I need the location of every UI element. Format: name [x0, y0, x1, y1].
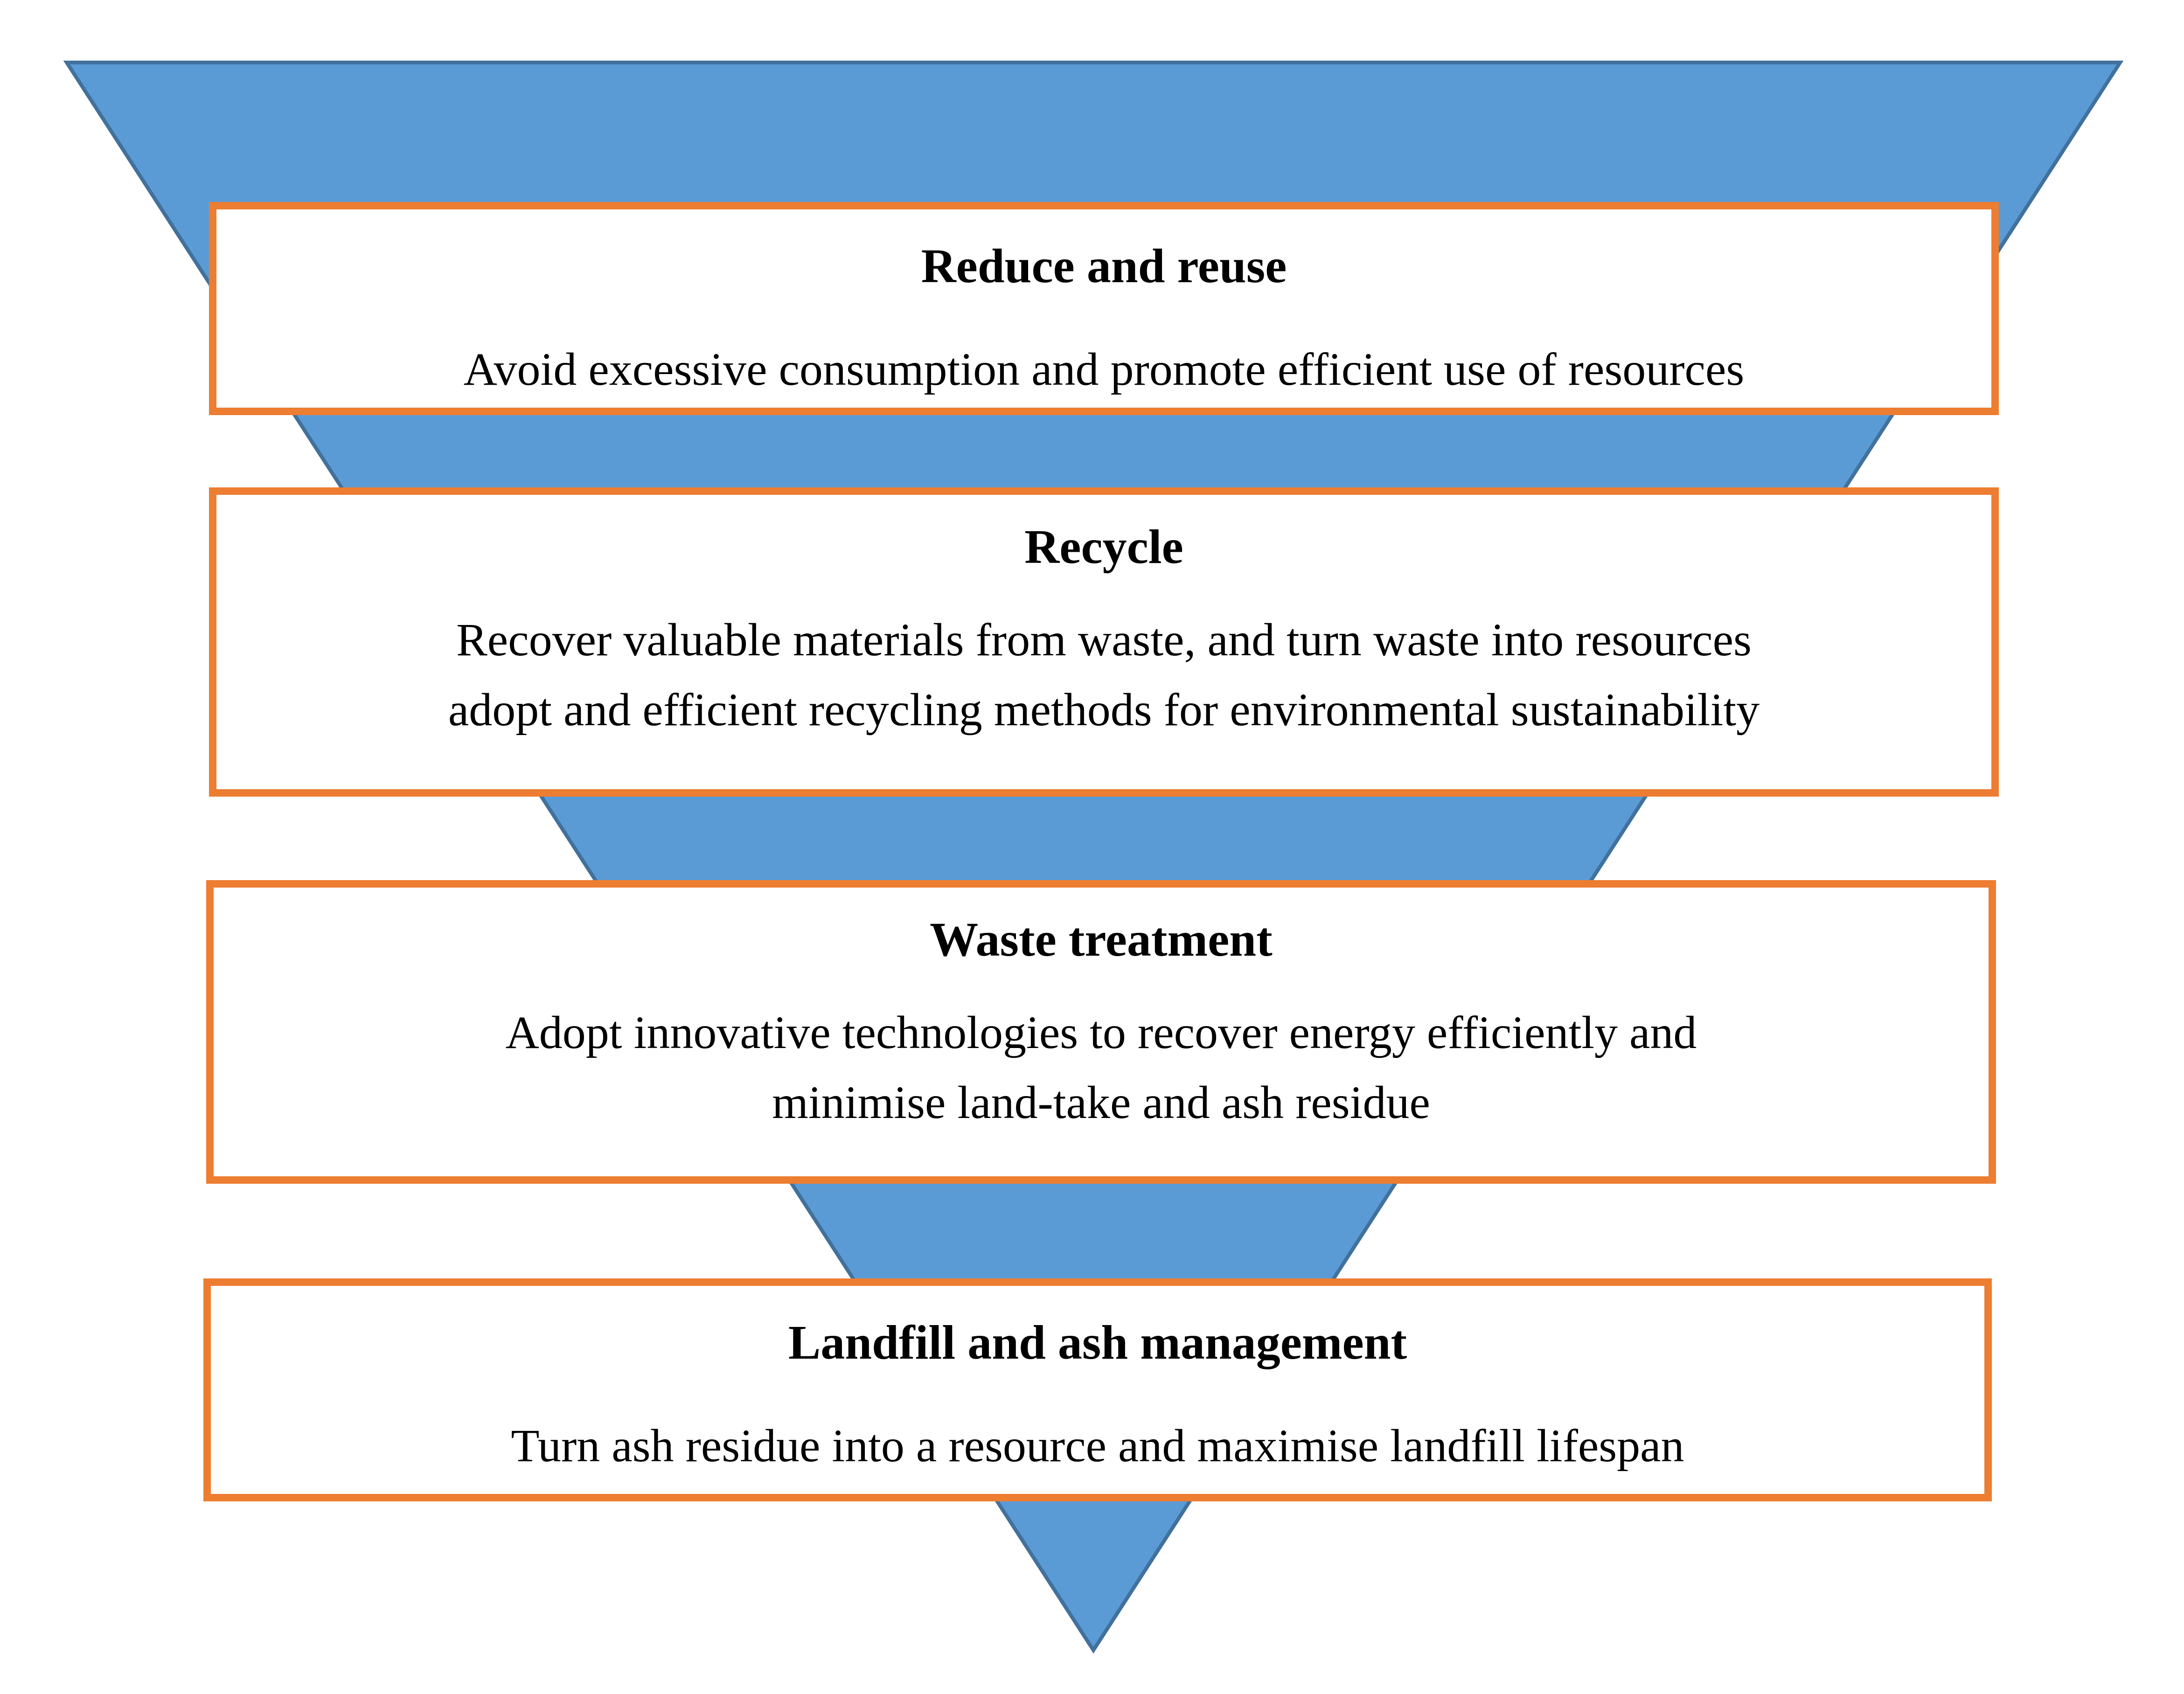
tier-title: Reduce and reuse	[921, 239, 1287, 293]
tier-description	[448, 605, 1760, 745]
tier-title: Landfill and ash management	[788, 1316, 1407, 1369]
tier-waste-treatment	[206, 880, 1996, 1184]
tier-description-line: Adopt innovative technologies to recover energy efficiently and	[505, 1006, 1697, 1058]
tier-description	[506, 998, 1697, 1138]
tier-reduce-and-reuse	[209, 202, 1999, 415]
tier-description-line: Avoid excessive consumption and promote efficient use of resources	[463, 343, 1745, 395]
tier-description-line: adopt and efficient recycling methods for environmental sustainability	[448, 683, 1760, 736]
tier-description	[464, 334, 1745, 404]
tier-recycle	[209, 487, 1999, 797]
tier-title: Recycle	[1024, 520, 1183, 574]
tier-landfill-and-ash-management	[203, 1278, 1992, 1501]
tier-description-line: Turn ash residue into a resource and maximise landfill lifespan	[511, 1419, 1684, 1472]
tier-title: Waste treatment	[930, 913, 1273, 966]
tier-description-line: minimise land-take and ash residue	[772, 1076, 1430, 1128]
tier-description-line: Recover valuable materials from waste, and turn waste into resources	[456, 613, 1752, 666]
tier-description	[511, 1411, 1684, 1481]
